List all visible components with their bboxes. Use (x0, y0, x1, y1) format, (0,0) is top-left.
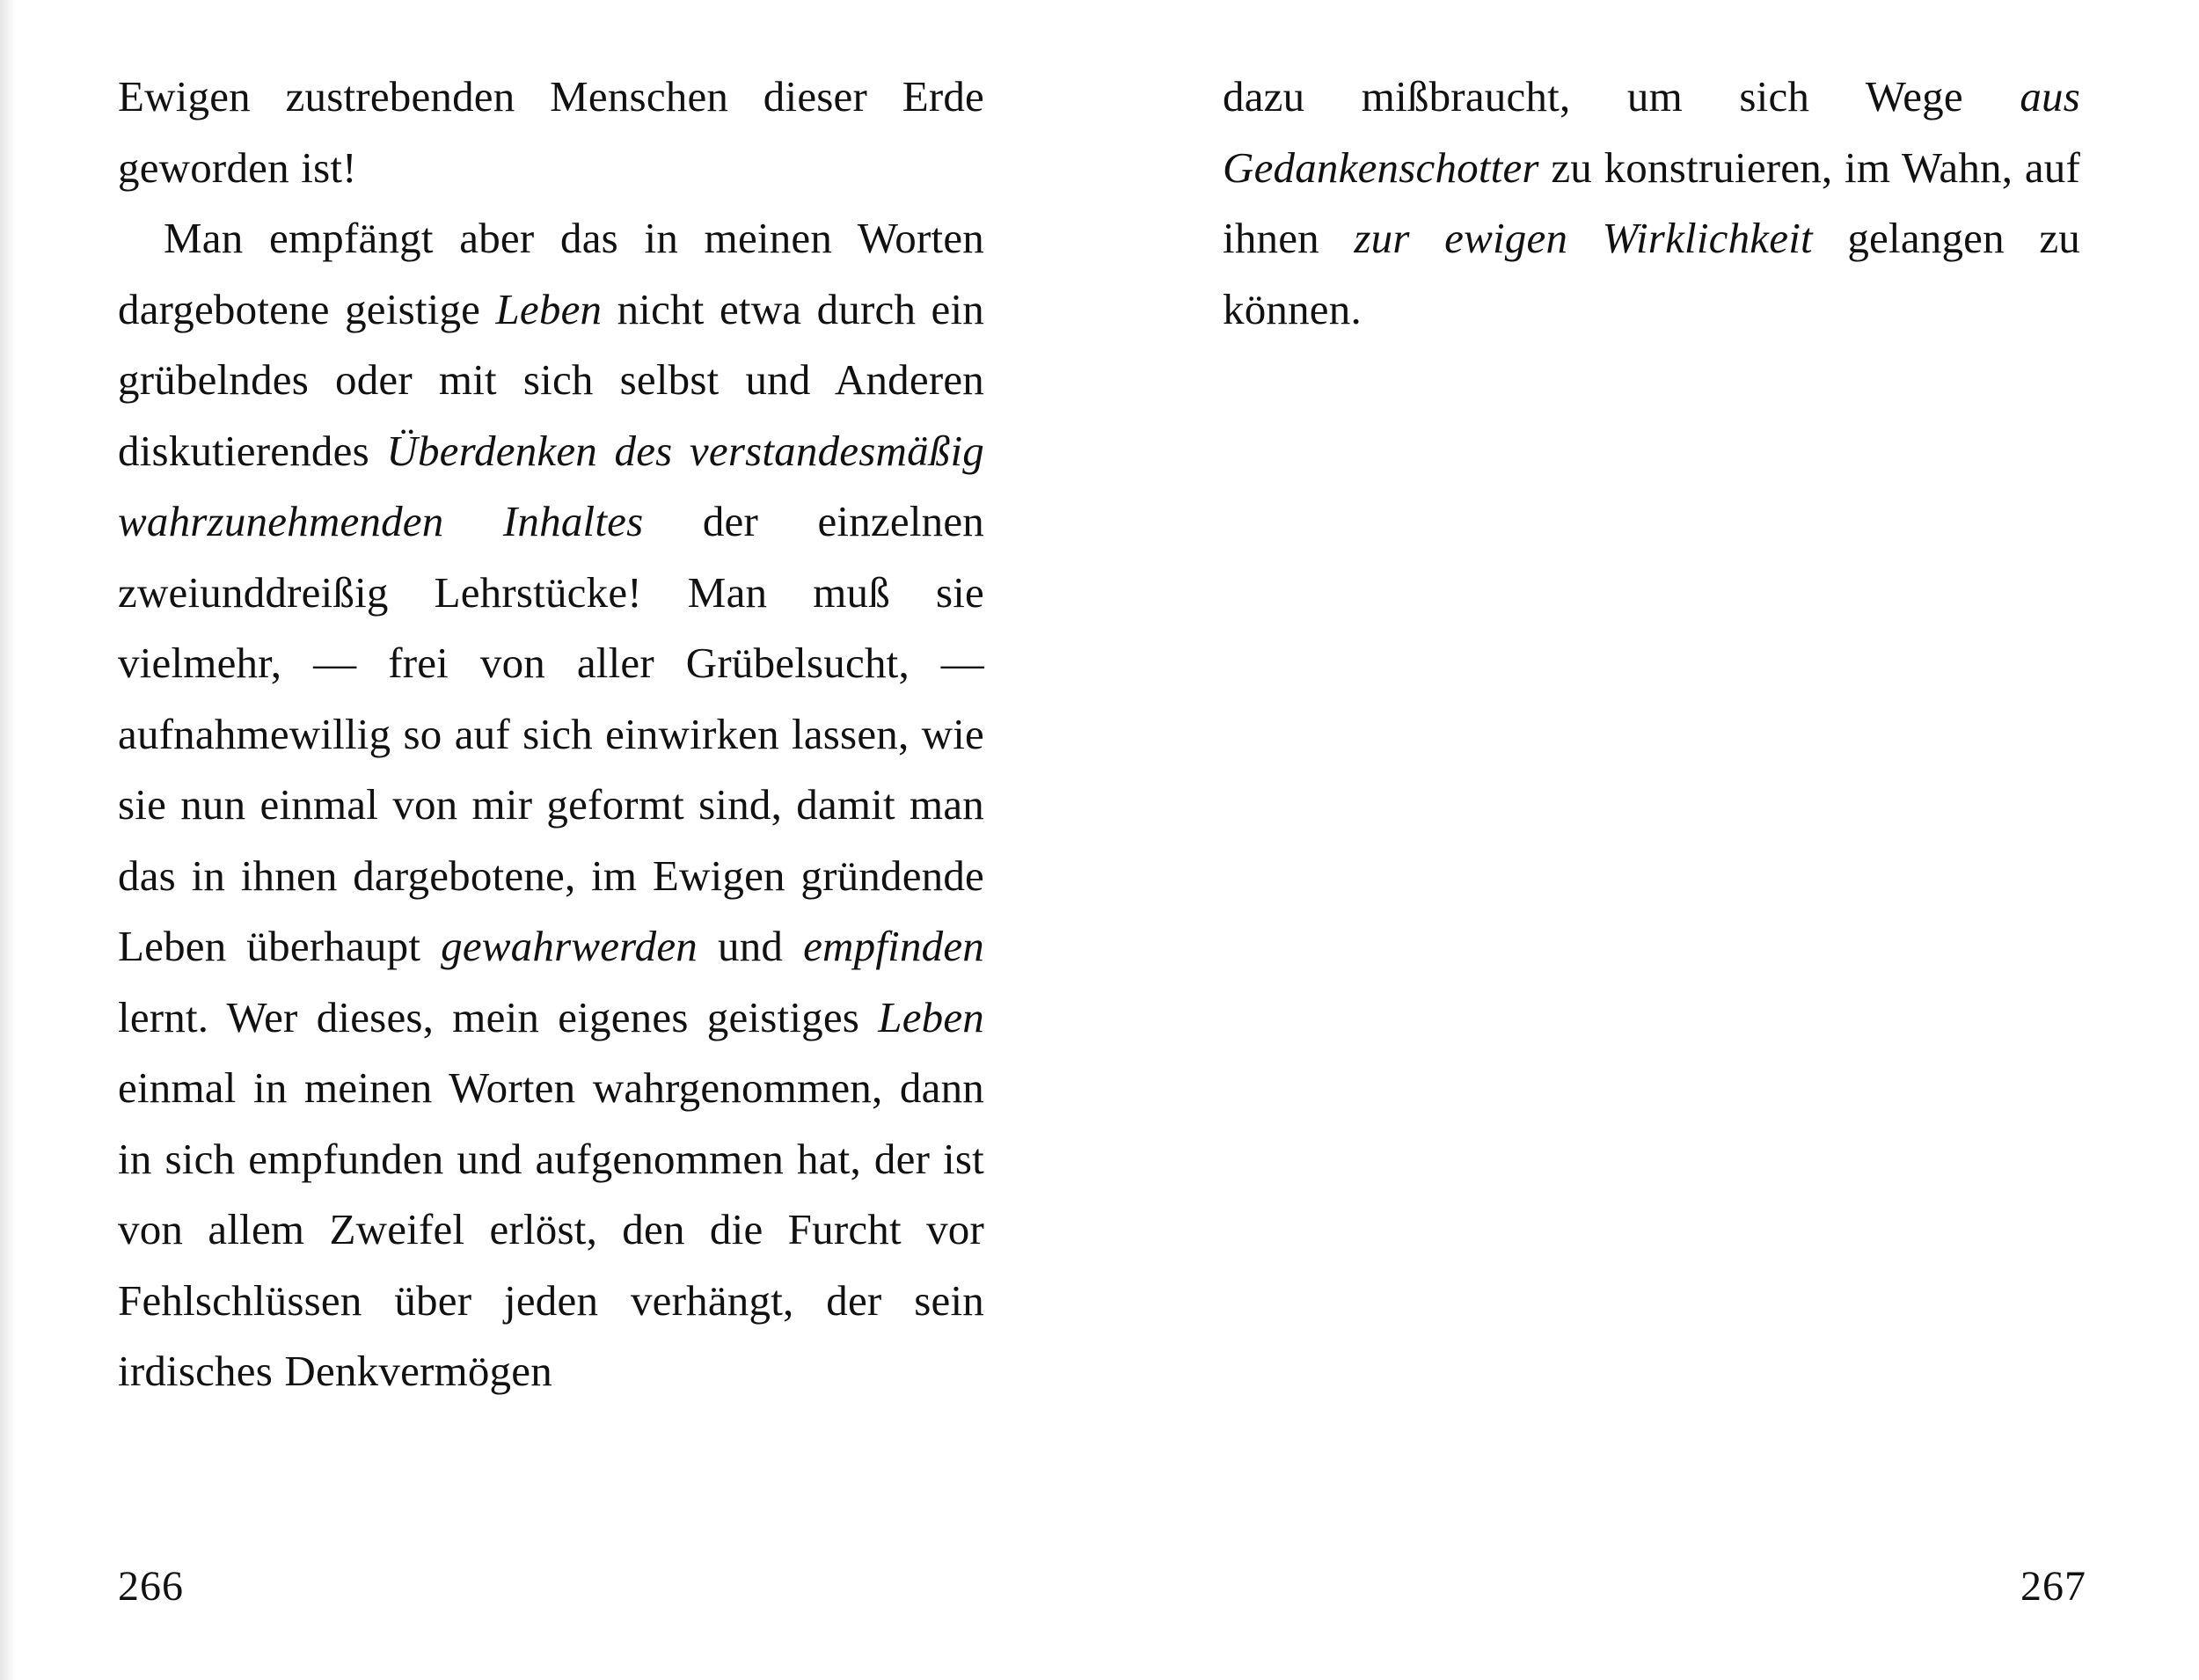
emphasis-text: zur ewigen Wirklichkeit (1354, 214, 1813, 262)
page-number-right: 267 (2020, 1563, 2086, 1610)
page-right (1100, 0, 2199, 1680)
paragraph (1223, 62, 2080, 345)
body-text: lernt. Wer dieses, mein eigenes geistiges (118, 992, 879, 1041)
emphasis-text: Leben (495, 284, 603, 333)
emphasis-text: aus Gedankenschotter (1223, 72, 2080, 192)
paragraph (118, 203, 984, 1407)
body-text: und (698, 922, 804, 970)
body-text: zu konstruieren, im Wahn, auf ihnen (1223, 142, 2080, 262)
body-text: der einzelnen zweiunddreißig Lehrstücke! Man muß sie vielmehr, — frei von aller Grübelsucht, — aufnahmewillig so auf sich einwirken lassen, wie sie nun einmal von mir geformt sind, damit man das in ihnen dargebotene, im Ewigen gründende Leben überhaupt (118, 497, 984, 970)
emphasis-text: empfinden (803, 922, 985, 970)
body-text: Ewigen zustrebenden Menschen dieser Erde geworden ist! (118, 72, 984, 192)
body-text: Man empfängt aber das in meinen Worten dargebotene geistige (118, 214, 984, 333)
left-text-column (118, 62, 984, 1407)
paragraph (118, 62, 984, 203)
emphasis-text: gewahrwerden (441, 922, 698, 970)
emphasis-text: Überdenken des verstandesmäßig wahrzunehmenden Inhaltes (118, 426, 984, 545)
body-text: nicht etwa durch ein grübelndes oder mit sich selbst und Anderen diskutierendes (118, 284, 984, 475)
body-text: gelangen zu können. (1223, 214, 2080, 333)
body-text: einmal in meinen Worten wahrgenommen, dann in sich empfunden und aufgenommen hat, der ist von allem Zweifel erlöst, den die Furcht vor Fehlschlüssen über jeden verhängt, der sein irdisches Denkvermögen (118, 1063, 984, 1395)
body-text: dazu mißbraucht, um sich Wege (1223, 72, 2020, 121)
emphasis-text: Leben (878, 992, 984, 1041)
right-text-column (1223, 62, 2080, 345)
page-number-left: 266 (118, 1563, 184, 1610)
page-edge-shadow (0, 0, 16, 1680)
